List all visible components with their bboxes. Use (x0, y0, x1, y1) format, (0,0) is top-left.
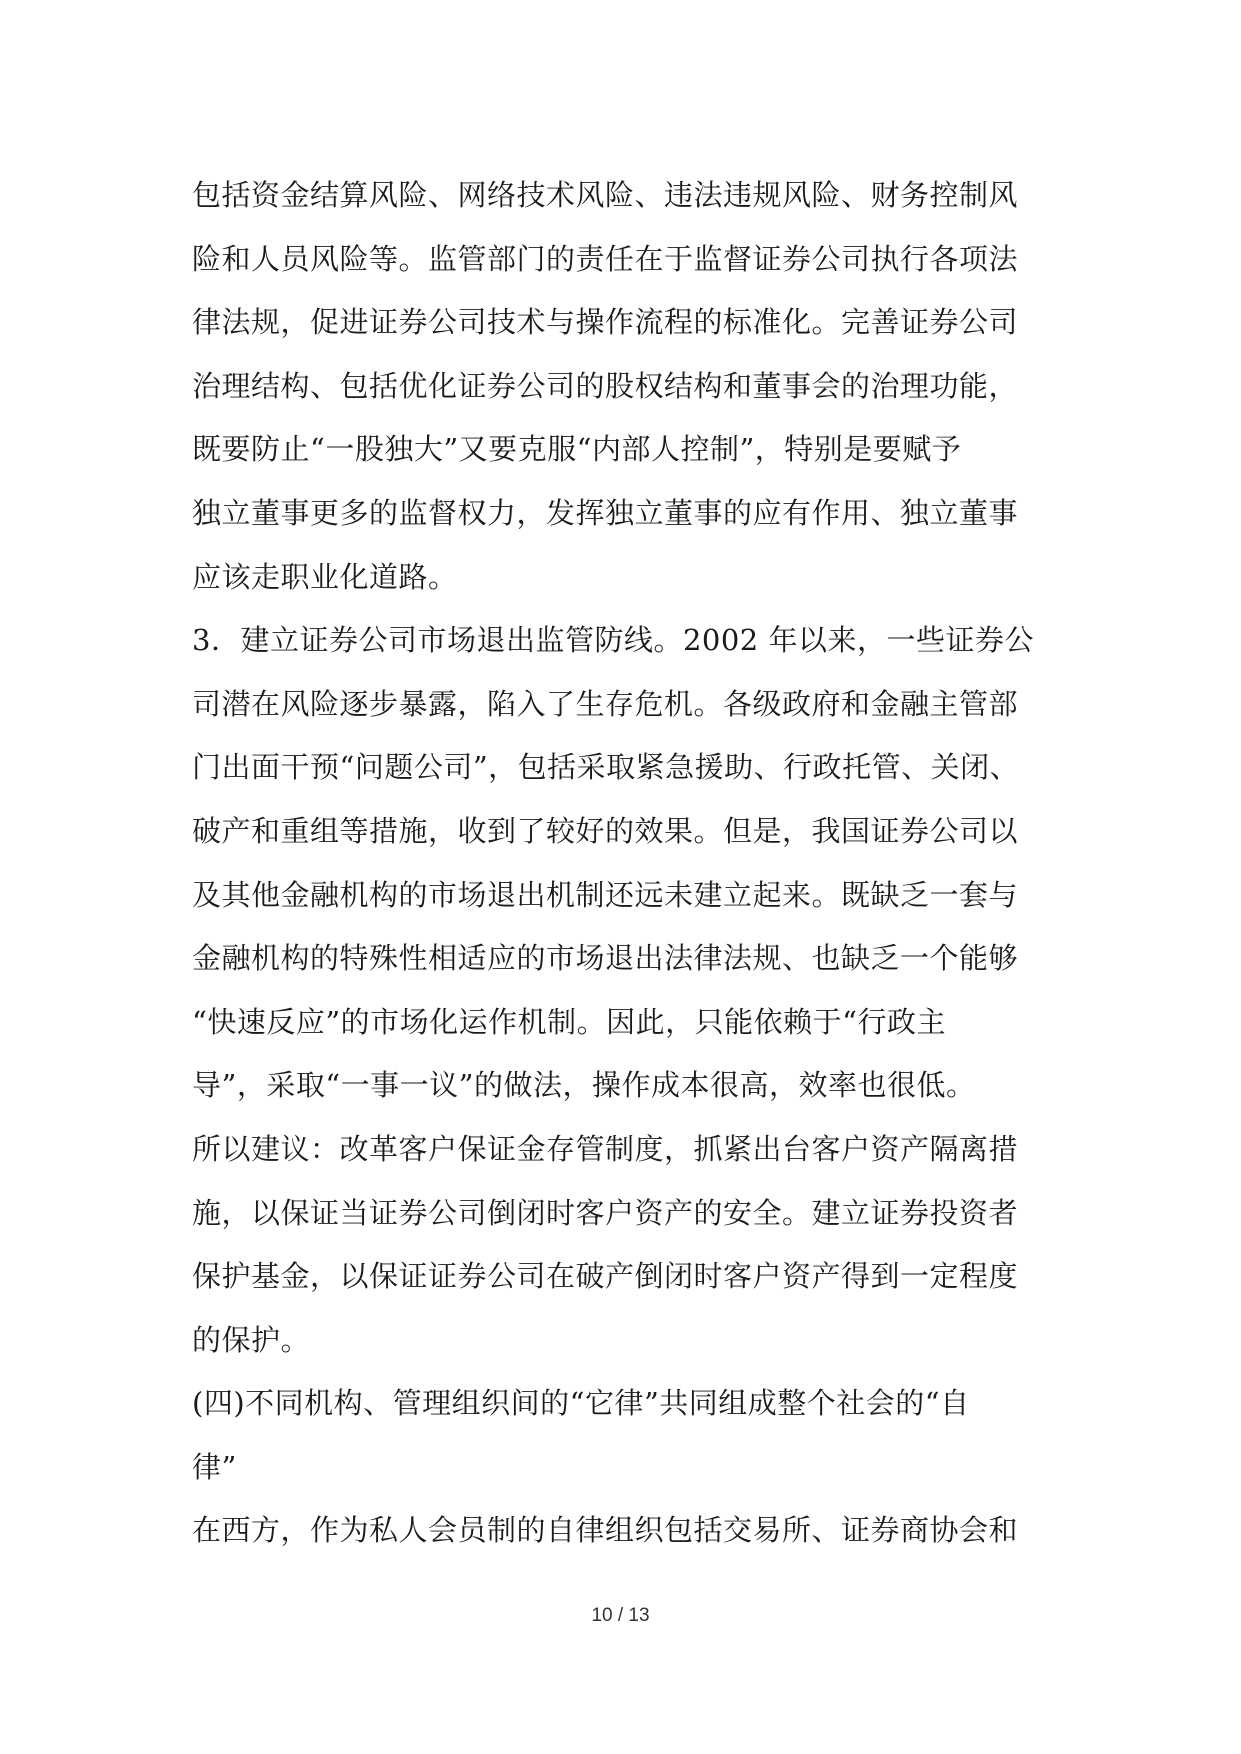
text-line: 应该走职业化道路。 (192, 559, 458, 594)
text-line: 司潜在风险逐步暴露，陷入了生存危机。各级政府和金融主管部 (192, 686, 1019, 721)
page-number: 10 / 13 (591, 1605, 650, 1626)
text-line: 包括资金结算风险、网络技术风险、违法违规风险、财务控制风 (192, 178, 1019, 212)
section-heading-line: 律” (192, 1449, 237, 1484)
text-line: 破产和重组等措施，收到了较好的效果。但是，我国证券公司以 (192, 813, 1019, 848)
text-line: 独立董事更多的监督权力，发挥独立董事的应有作用、独立董事 (192, 495, 1019, 530)
text-line: 险和人员风险等。监管部门的责任在于监督证券公司执行各项法 (192, 241, 1019, 276)
text-line: 及其他金融机构的市场退出机制还远未建立起来。既缺乏一套与 (192, 877, 1019, 912)
text-line: “快速反应”的市场化运作机制。因此，只能依赖于“行政主 (192, 1004, 946, 1039)
text-line: 金融机构的特殊性相适应的市场退出法律法规、也缺乏一个能够 (192, 941, 1019, 976)
text-line: 导”，采取“一事一议”的做法，操作成本很高，效率也很低。 (192, 1068, 976, 1103)
text-line: 在西方，作为私人会员制的自律组织包括交易所、证券商协会和 (192, 1513, 1019, 1548)
text-line: 门出面干预“问题公司”，包括采取紧急援助、行政托管、关闭、 (192, 750, 1020, 785)
text-line: 所以建议：改革客户保证金存管制度，抓紧出台客户资产隔离措 (192, 1131, 1019, 1166)
text-line: 律法规，促进证券公司技术与操作流程的标准化。完善证券公司 (192, 305, 1019, 340)
text-line: 施，以保证当证券公司倒闭时客户资产的安全。建立证券投资者 (192, 1195, 1019, 1230)
text-line: 既要防止“一股独大”又要克服“内部人控制”，特别是要赋予 (192, 432, 962, 467)
body-text (192, 164, 1072, 1563)
text-line: 的保护。 (192, 1322, 311, 1357)
section-heading-line: (四)不同机构、管理组织间的“它律”共同组成整个社会的“自 (192, 1386, 970, 1421)
text-line: 治理结构、包括优化证券公司的股权结构和董事会的治理功能， (192, 368, 1019, 403)
text-line: 保护基金，以保证证券公司在破产倒闭时客户资产得到一定程度 (192, 1259, 1019, 1294)
text-line: 3．建立证券公司市场退出监管防线。2002 年以来，一些证券公 (192, 623, 1034, 658)
